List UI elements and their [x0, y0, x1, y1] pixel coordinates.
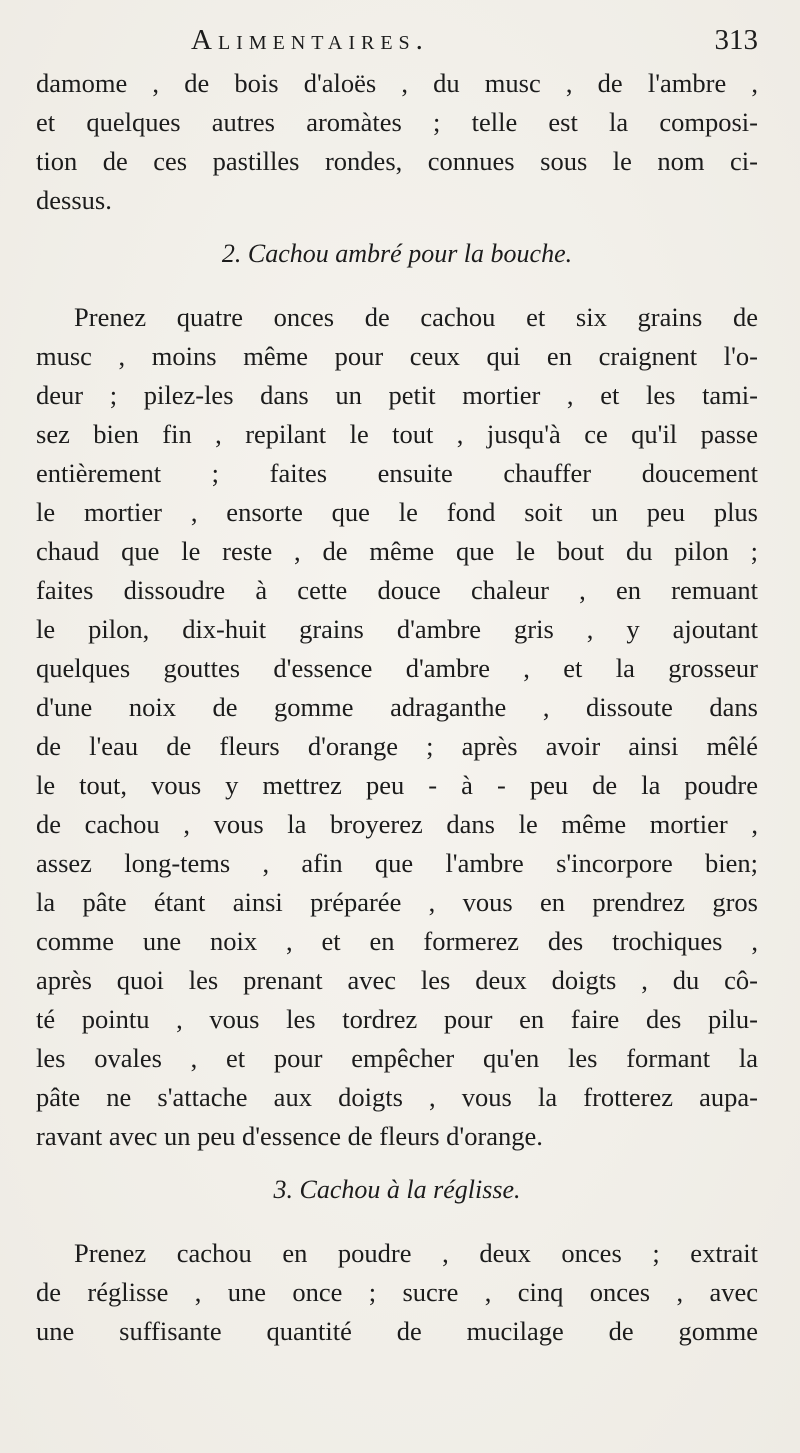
text-line: de réglisse , une once ; sucre , cinq onces , avec — [36, 1277, 758, 1307]
page-header — [36, 22, 758, 62]
text-line: le pilon, dix-huit grains d'ambre gris , y ajoutant — [36, 614, 758, 644]
text-line: té pointu , vous les tordrez pour en faire des pilu- — [36, 1004, 758, 1034]
text-line: sez bien fin , repilant le tout , jusqu'à ce qu'il passe — [36, 419, 758, 449]
text-line: quelques gouttes d'essence d'ambre , et la grosseur — [36, 653, 758, 683]
text-line: entièrement ; faites ensuite chauffer doucement — [36, 458, 758, 488]
text-line: dessus. — [36, 185, 112, 215]
text-line: de cachou , vous la broyerez dans le même mortier , — [36, 809, 758, 839]
text-line: Prenez quatre onces de cachou et six grains de — [74, 302, 758, 332]
text-line: tion de ces pastilles rondes, connues sous le nom ci- — [36, 146, 758, 176]
text-line: damome , de bois d'aloës , du musc , de l'ambre , — [36, 68, 758, 98]
text-line: de l'eau de fleurs d'orange ; après avoir ainsi mêlé — [36, 731, 758, 761]
text-line: d'une noix de gomme adraganthe , dissoute dans — [36, 692, 758, 722]
text-line: le tout, vous y mettrez peu - à - peu de la poudre — [36, 770, 758, 800]
text-line: deur ; pilez-les dans un petit mortier , et les tami- — [36, 380, 758, 410]
text-line: pâte ne s'attache aux doigts , vous la frotterez aupa- — [36, 1082, 758, 1112]
text-line: et quelques autres aromàtes ; telle est la composi- — [36, 107, 758, 137]
page-body — [36, 64, 758, 1351]
page-number: 313 — [714, 24, 758, 56]
text-line: musc , moins même pour ceux qui en craignent l'o- — [36, 341, 758, 371]
text-line: ravant avec un peu d'essence de fleurs d'orange. — [36, 1121, 543, 1151]
text-line: faites dissoudre à cette douce chaleur , en remuant — [36, 575, 758, 605]
text-line: après quoi les prenant avec les deux doigts , du cô- — [36, 965, 758, 995]
text-line: comme une noix , et en formerez des trochiques , — [36, 926, 758, 956]
section-2-paragraph — [36, 298, 758, 1156]
running-title: Alimentaires. — [191, 24, 429, 56]
text-line: la pâte étant ainsi préparée , vous en prendrez gros — [36, 887, 758, 917]
text-line: assez long-tems , afin que l'ambre s'incorpore bien; — [36, 848, 758, 878]
intro-paragraph — [36, 64, 758, 220]
text-line: Prenez cachou en poudre , deux onces ; extrait — [74, 1238, 758, 1268]
text-line: le mortier , ensorte que le fond soit un peu plus — [36, 497, 758, 527]
text-line: les ovales , et pour empêcher qu'en les formant la — [36, 1043, 758, 1073]
section-heading-3: 3. Cachou à la réglisse. — [273, 1175, 521, 1204]
section-3-paragraph — [36, 1234, 758, 1351]
section-heading-2: 2. Cachou ambré pour la bouche. — [221, 239, 573, 268]
text-line: une suffisante quantité de mucilage de gomme — [36, 1316, 758, 1346]
text-line: chaud que le reste , de même que le bout du pilon ; — [36, 536, 758, 566]
